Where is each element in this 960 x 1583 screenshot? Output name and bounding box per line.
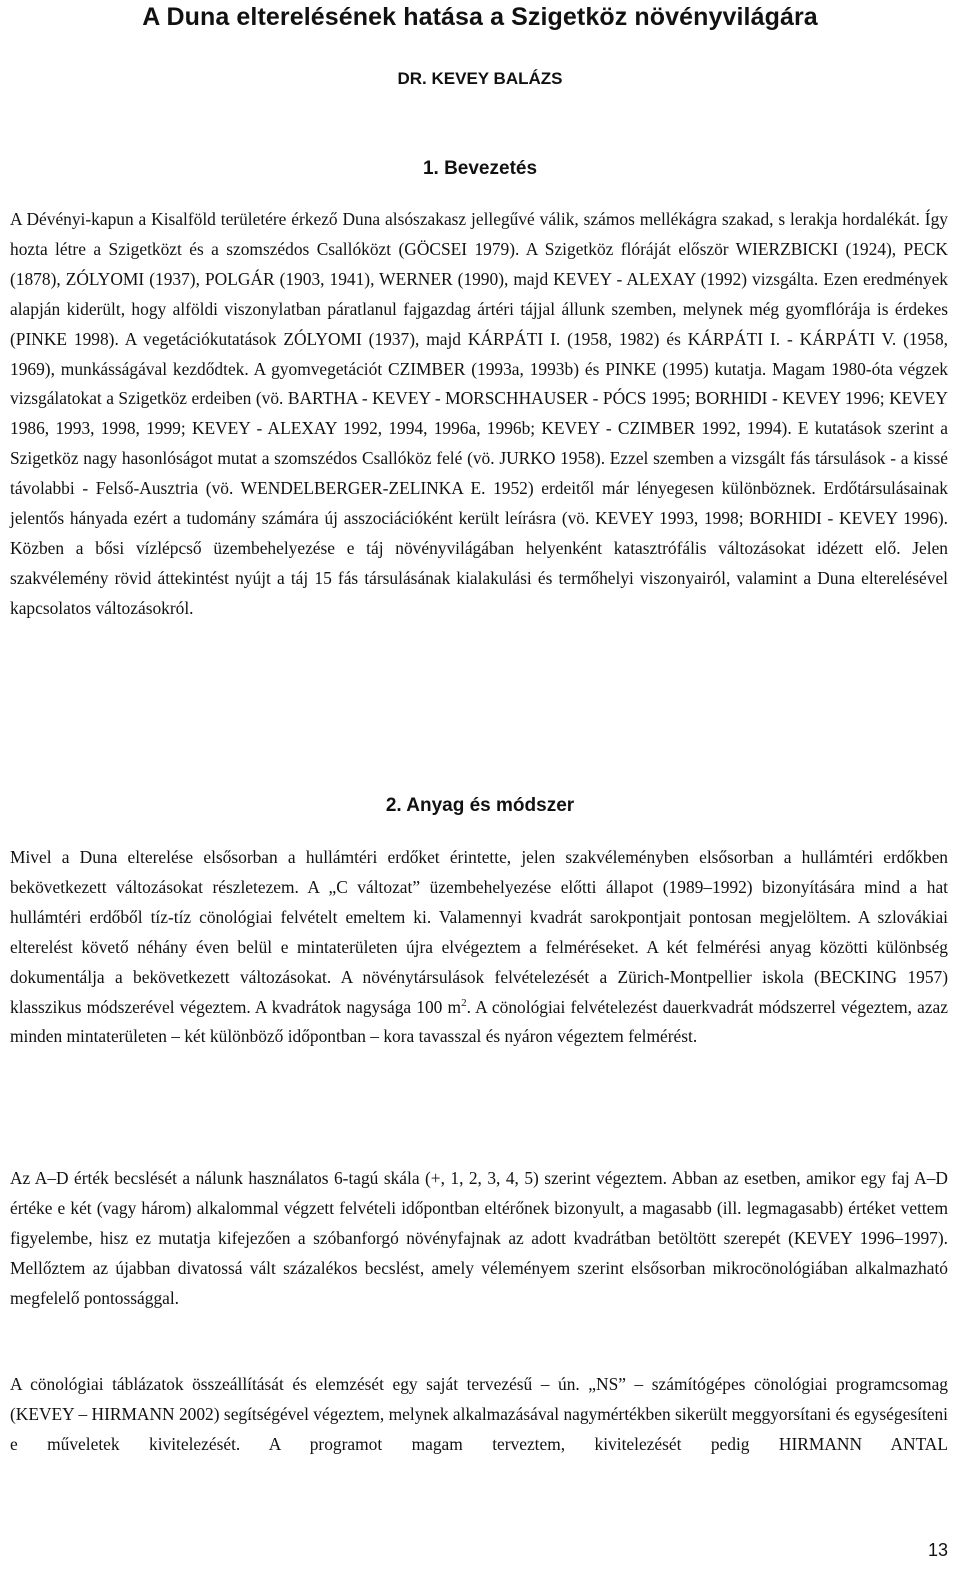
methods-paragraph-1 [10,843,948,1052]
methods-paragraph-2: Az A–D érték becslését a nálunk használatos 6-tagú skála (+, 1, 2, 3, 4, 5) szerint végeztem. Abban az esetben, amikor egy faj A–D értéke e két (vagy három) alkalommal végzett felvételi időpontban eltérőnek bizonyult, a magasabb (ill. legmagasabb) értéket vettem figyelembe, hisz ez mutatja kifejezően a szóbanforgó növényfajnak az adott kvadrátban betöltött szerepét (KEVEY 1996–1997). Mellőztem az újabban divatossá vált százalékos becslést, amely véleményem szerint elsősorban mikrocönológiában alkalmazható megfelelő pontossággal. [10,1168,948,1308]
section-heading-methods: 2. Anyag és módszer [385,795,575,816]
methods-paragraph-1-text-b: . A cönológiai felvételezést dauerkvadrát módszerrel végeztem, azaz minden mintaterületen – két különböző időpontban – kora tavasszal és nyáron végeztem felmérést. [10,996,948,1047]
author-name: DR. KEVEY BALÁZS [397,69,563,88]
superscript-two: 2 [461,996,467,1009]
section-heading-intro: 1. Bevezetés [422,158,538,179]
methods-paragraph-3: A cönológiai táblázatok összeállítását és elemzését egy saját tervezésű – ún. „NS” – számítógépes cönológiai programcsomag (KEVEY – HIRMANN 2002) segítségével végeztem, melynek alkalmazásával nagymértékben sikerült meggyorsítani és egységesíteni e műveletek kivitelezését. A programot magam terveztem, kivitelezését pedig HIRMANN ANTAL [10,1374,948,1454]
intro-paragraph: A Dévényi-kapun a Kisalföld területére érkező Duna alsószakasz jellegűvé válik, számos mellékágra szakad, s lerakja hordalékát. Így hozta létre a Szigetközt és a szomszédos Csallóközt (GÖCSEI 1979). A Szigetköz flóráját először WIERZBICKI (1924), PECK (1878), ZÓLYOMI (1937), POLGÁR (1903, 1941), WERNER (1990), majd KEVEY - ALEXAY (1992) vizsgálta. Ezen eredmények alapján kiderült, hogy alföldi viszonylatban páratlanul fajgazdag ártéri tájjal állunk szemben, melynek még gyomflórája is érdekes (PINKE 1998). A vegetációkutatások ZÓLYOMI (1937), majd KÁRPÁTI I. (1958, 1982) és KÁRPÁTI I. - KÁRPÁTI V. (1958, 1969), munkásságával kezdődtek. A gyomvegetációt CZIMBER (1993a, 1993b) és PINKE (1995) kutatja. Magam 1980-óta végzek vizsgálatokat a Szigetköz erdeiben (vö. BARTHA - KEVEY - MORSCHHAUSER - PÓCS 1995; BORHIDI - KEVEY 1996; KEVEY 1986, 1993, 1998, 1999; KEVEY - ALEXAY 1992, 1994, 1996a, 1996b; KEVEY - CZIMBER 1992, 1994). E kutatások szerint a Szigetköz nagy hasonlóságot mutat a szomszédos Csallóköz felé (vö. JURKO 1958). Ezzel szemben a vizsgált fás társulások - a kissé távolabbi - Felső-Ausztria (vö. WENDELBERGER-ZELINKA E. 1952) erdeitől már lényegesen különböznek. Erdőtársulásainak jelentős hányada ezért a tudomány számára új asszociációként került leírásra (vö. KEVEY 1993, 1998; BORHIDI - KEVEY 1996). Közben a bősi vízlépcső üzembehelyezése e táj növényvilágában helyenként katasztrófális változásokat idézett elő. Jelen szakvélemény rövid áttekintést nyújt a táj 15 fás társulásának kialakulási és termőhelyi viszonyairól, valamint a Duna elterelésével kapcsolatos változásokról. [10,209,948,618]
document-title: A Duna elterelésének hatása a Szigetköz növényvilágára [142,3,818,31]
page-number: 13 [927,1540,948,1560]
methods-paragraph-1-text-a: Mivel a Duna elterelése elsősorban a hullámtéri erdőket érintette, jelen szakvéleményben elsősorban a hullámtéri erdőkben bekövetkezett változásokat részletezem. A „C változat” üzembehelyezése előtti állapot (1989–1992) bizonyítására mind a hat hullámtéri erdőből tíz-tíz cönológiai felvételt emeltem ki. Valamennyi kvadrát sarokpontjait pontosan megjelöltem. A szlovákiai elterelést követő néhány éven belül e mintaterületen újra elvégeztem a felméréseket. A két felmérési anyag közötti különbség dokumentálja a bekövetkezett változásokat. A növénytársulások felvételezését a Zürich-Montpellier iskola (BECKING 1957) klasszikus módszerével végeztem. A kvadrátok nagysága 100 m [10,847,948,1017]
